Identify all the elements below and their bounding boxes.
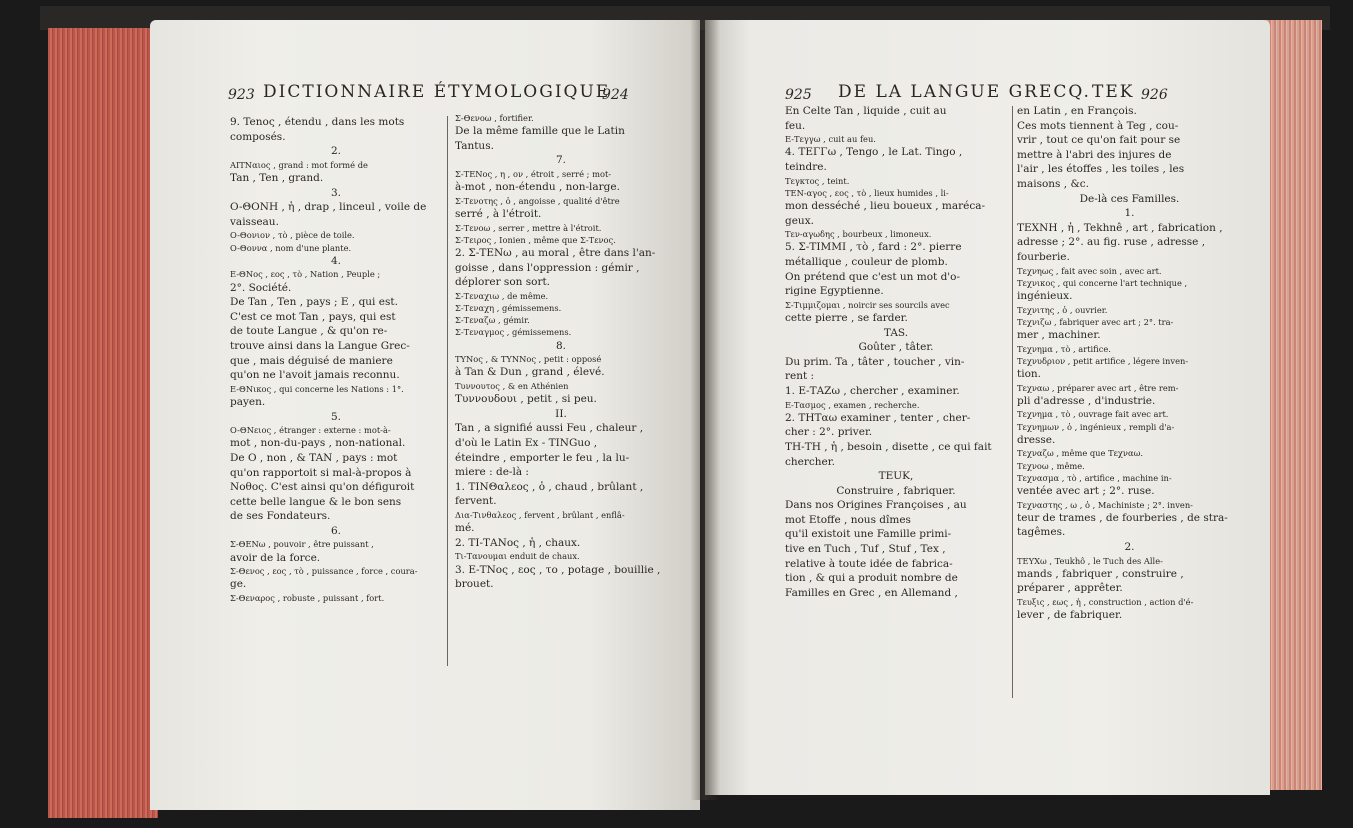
- text-line: E-ΘΝικος , qui concerne les Nations : 1°.: [230, 383, 404, 394]
- text-line: Familles en Grec , en Allemand ,: [785, 586, 958, 599]
- right-column-2: [1017, 104, 1242, 623]
- text-line: chercher.: [785, 455, 835, 468]
- text-line: Τεχνιζω , fabriquer avec art ; 2°. tra-: [1017, 316, 1174, 327]
- text-line: 5. Σ-ΤΙΜΜΙ , τὸ , fard : 2°. pierre: [785, 241, 962, 254]
- text-line: éteindre , emporter le feu , la lu-: [455, 451, 630, 464]
- text-line: Construire , fabriquer.: [836, 484, 956, 497]
- text-line: Τευξις , εως , ἡ , construction , action d'é-: [1017, 596, 1194, 607]
- text-line: serré , à l'étroit.: [455, 207, 542, 220]
- text-line: De O , non , & TAN , pays : mot: [230, 451, 398, 464]
- text-line: composés.: [230, 130, 286, 143]
- text-line: Τεχνημων , ὁ , ingénieux , rempli d'a-: [1017, 421, 1175, 432]
- text-line: 6.: [330, 524, 342, 537]
- text-line: lever , de fabriquer.: [1017, 609, 1123, 622]
- text-line: TAS.: [883, 326, 909, 339]
- text-line: Tan , Ten , grand.: [230, 171, 324, 184]
- text-line: De la même famille que le Latin: [455, 125, 625, 138]
- text-line: Τεχνοω , même.: [1017, 460, 1085, 471]
- left-column-2: [455, 112, 667, 592]
- text-line: tive en Tuch , Tuf , Stuf , Tex ,: [785, 543, 946, 556]
- text-line: 2.: [1124, 540, 1135, 553]
- text-line: Ε-Τασμος , examen , recherche.: [785, 399, 920, 410]
- text-line: rent :: [785, 370, 815, 383]
- text-line: Τεγκτος , teint.: [785, 175, 850, 186]
- text-line: On prétend que c'est un mot d'o-: [785, 270, 961, 283]
- text-line: adresse ; 2°. au fig. ruse , adresse ,: [1017, 236, 1206, 249]
- page-edges-left: [48, 28, 158, 818]
- text-line: teur de trames , de fourberies , de stra-: [1017, 511, 1228, 524]
- text-line: 7.: [555, 154, 567, 167]
- text-line: Τυννουδουι , petit , si peu.: [455, 393, 597, 406]
- text-line: C'est ce mot Tan , pays, qui est: [230, 310, 396, 323]
- text-line: De-là ces Familles.: [1079, 192, 1180, 205]
- text-line: O-Θοννα , nom d'une plante.: [230, 242, 352, 253]
- text-line: II.: [555, 407, 567, 420]
- text-line: 4. ΤΕΓΓω , Tengo , le Lat. Tingo ,: [785, 146, 963, 159]
- text-line: fourberie.: [1017, 250, 1070, 263]
- text-line: Τεχνικος , qui concerne l'art technique ,: [1017, 277, 1188, 288]
- text-line: de ses Fondateurs.: [230, 510, 331, 523]
- text-line: 1. Ε-ΤΑΖω , chercher , examiner.: [785, 384, 960, 397]
- text-line: Τεχνηως , fait avec soin , avec art.: [1017, 265, 1162, 276]
- text-line: teindre.: [785, 160, 827, 173]
- text-line: métallique , couleur de plomb.: [785, 255, 948, 268]
- text-line: Tantus.: [455, 139, 494, 152]
- text-line: Σ-ΤΕΝος , η , ον , étroit , serré ; mot-: [455, 168, 612, 179]
- text-line: qu'on rapportoit si mal-à-propos à: [230, 466, 412, 479]
- text-line: l'air , les étoffes , les toiles , les: [1017, 163, 1185, 176]
- text-line: tagêmes.: [1017, 526, 1066, 539]
- text-line: ge.: [230, 578, 247, 591]
- text-line: Du prim. Ta , tâter , toucher , vin-: [785, 355, 965, 368]
- text-line: E-ΘΝος , εος , τὸ , Nation , Peuple ;: [230, 269, 381, 280]
- text-line: fervent.: [455, 495, 497, 508]
- text-line: 2°. Société.: [230, 281, 292, 294]
- column-rule: [447, 116, 448, 666]
- right-page-header-tag: TEK: [1092, 82, 1135, 102]
- right-page-header: DE LA LANGUE GRECQ.: [838, 82, 1091, 102]
- right-column-1: [785, 104, 1007, 600]
- text-line: Τεχναω , préparer avec art , être rem-: [1017, 382, 1179, 393]
- text-line: Σ-Θεναρος , robuste , puissant , fort.: [230, 593, 385, 604]
- text-line: O-ΘΟΝΗ , ἡ , drap , linceul , voile de: [230, 201, 427, 214]
- right-page: [705, 20, 1270, 795]
- text-line: Τεχνασμα , τὸ , artifice , machine in-: [1017, 472, 1172, 483]
- text-line: avoir de la force.: [230, 551, 321, 564]
- text-line: Τυννουτος , & en Athénien: [455, 380, 569, 391]
- text-line: mot Etoffe , nous dîmes: [785, 513, 911, 526]
- text-line: déplorer son sort.: [455, 276, 551, 289]
- text-line: mettre à l'abri des injures de: [1017, 148, 1172, 161]
- text-line: Τεχναστης , ω , ὁ , Machiniste ; 2°. inven-: [1017, 499, 1193, 510]
- text-line: 1. ΤΙΝΘαλεος , ὁ , chaud , brûlant ,: [455, 480, 644, 493]
- text-line: Σ-Τεναζω , gémir.: [455, 315, 530, 326]
- text-line: Σ-Τειρος , Ionien , même que Σ-Τενος.: [455, 234, 616, 245]
- text-line: d'où le Latin Ex - TINGuo ,: [455, 436, 598, 449]
- text-line: Τεχνημα , τὸ , artifice.: [1017, 343, 1111, 354]
- text-line: 2. ΤΙ-ΤΑΝος , ἡ , chaux.: [455, 536, 581, 549]
- text-line: en Latin , en François.: [1017, 105, 1137, 117]
- text-line: TEUK,: [878, 470, 914, 483]
- text-line: ingénieux.: [1017, 289, 1073, 302]
- text-line: mot , non-du-pays , non-national.: [230, 437, 406, 450]
- left-page-number-2: 924: [602, 87, 629, 103]
- right-page-number-2: 926: [1141, 87, 1168, 103]
- page-edges-right: [1262, 20, 1322, 790]
- text-line: tion.: [1017, 367, 1041, 380]
- text-line: 3.: [330, 186, 342, 199]
- text-line: rigine Egyptienne.: [785, 285, 884, 298]
- text-line: goisse , dans l'oppression : gémir ,: [455, 261, 640, 274]
- text-line: En Celte Tan , liquide , cuit au: [785, 105, 947, 117]
- left-page: [150, 20, 700, 810]
- text-line: 2.: [330, 145, 342, 158]
- text-line: Tan , a signifié aussi Feu , chaleur ,: [455, 422, 644, 435]
- text-line: payen.: [230, 395, 266, 408]
- text-line: miere : de-là :: [455, 466, 529, 479]
- text-line: Νοθος. C'est ainsi qu'on défiguroit: [230, 481, 415, 494]
- text-line: Goûter , tâter.: [858, 341, 934, 354]
- text-line: Τεχνιτης , ὁ , ouvrier.: [1017, 304, 1108, 315]
- text-line: De Tan , Ten , pays ; E , qui est.: [230, 296, 398, 309]
- text-line: Σ-Τενοτης , ὁ , angoisse , qualité d'être: [455, 195, 620, 206]
- text-line: O-Θονιον , τὸ , pièce de toile.: [230, 230, 355, 241]
- text-line: 8.: [555, 339, 567, 352]
- text-line: brouet.: [455, 578, 494, 591]
- text-line: ΤΕΝ-αγος , εος , τὸ , lieux humides , li-: [785, 187, 949, 198]
- text-line: O-ΘΝειος , étranger : externe : mot-à-: [230, 425, 391, 436]
- text-line: feu.: [785, 119, 806, 132]
- text-line: AΙΤΝαιος , grand : mot formé de: [230, 159, 368, 170]
- text-line: Σ-Θενος , εος , τὸ , puissance , force , coura-: [230, 566, 418, 577]
- text-line: Σ-Τιμμιζομαι , noircir ses sourcils avec: [785, 299, 950, 310]
- text-line: 5.: [330, 410, 342, 423]
- text-line: Σ-ΘΕΝω , pouvoir , être puissant ,: [230, 539, 374, 550]
- text-line: geux.: [785, 214, 814, 227]
- text-line: ΤΥΝος , & ΤΥΝΝος , petit : opposé: [455, 354, 602, 365]
- text-line: ΤΕΥΧω , Teukhô , le Tuch des Alle-: [1017, 555, 1163, 566]
- text-line: 2. ΤΗΤαω examiner , tenter , cher-: [785, 411, 971, 424]
- text-line: 1.: [1124, 207, 1135, 220]
- text-line: Σ-Τεναχη , gémissemens.: [455, 302, 562, 313]
- text-line: 3. Ε-ΤΝος , εος , το , potage , bouillie ,: [455, 563, 661, 576]
- text-line: Σ-Τεναχιω , de même.: [455, 290, 549, 301]
- text-line: 4.: [330, 254, 342, 267]
- text-line: Dans nos Origines Françoises , au: [785, 499, 967, 512]
- text-line: cette belle langue & le bon sens: [230, 495, 402, 508]
- text-line: Τεχνημα , τὸ , ouvrage fait avec art.: [1017, 409, 1169, 420]
- left-page-number-1: 923: [228, 87, 255, 103]
- text-line: Σ-Τενοω , serrer , mettre à l'étroit.: [455, 222, 602, 233]
- text-line: tion , & qui a produit nombre de: [785, 572, 958, 585]
- text-line: Τεχναζω , même que Τεχναω.: [1017, 448, 1143, 459]
- text-line: Τι-Τανουμαι enduit de chaux.: [455, 551, 580, 562]
- text-line: à-mot , non-étendu , non-large.: [455, 181, 620, 194]
- text-line: à Tan & Dun , grand , élevé.: [455, 366, 605, 379]
- right-page-number-1: 925: [785, 87, 812, 103]
- text-line: dresse.: [1017, 433, 1056, 446]
- text-line: E-Τεγγω , cuit au feu.: [785, 134, 876, 145]
- text-line: Δια-Τινθαλεος , fervent , brûlant , enflâ-: [455, 509, 625, 520]
- text-line: qu'on ne l'avoit jamais reconnu.: [230, 369, 400, 382]
- text-line: maisons , &c.: [1017, 177, 1090, 190]
- column-rule: [1012, 106, 1013, 698]
- text-line: cher : 2°. priver.: [785, 426, 873, 439]
- text-line: que , mais déguisé de maniere: [230, 354, 393, 367]
- text-line: vrir , tout ce qu'on fait pour se: [1017, 134, 1181, 147]
- text-line: cette pierre , se farder.: [785, 311, 908, 324]
- text-line: mon desséché , lieu boueux , maréca-: [785, 199, 986, 212]
- text-line: pli d'adresse , d'industrie.: [1017, 394, 1156, 407]
- book-gutter: [690, 20, 720, 800]
- text-line: 2. Σ-ΤΕΝω , au moral , être dans l'an-: [455, 246, 656, 259]
- text-line: mer , machiner.: [1017, 328, 1101, 341]
- text-line: vaisseau.: [230, 215, 279, 228]
- text-line: ΤΗ-ΤΗ , ἡ , besoin , disette , ce qui fait: [785, 440, 992, 453]
- text-line: de toute Langue , & qu'on re-: [230, 325, 388, 338]
- text-line: qu'il existoit une Famille primi-: [785, 528, 952, 541]
- text-line: Σ-Τεναγμος , gémissemens.: [455, 327, 572, 338]
- text-line: Τεχνυδριον , petit artifice , légere inven-: [1017, 355, 1189, 366]
- left-column-1: [230, 115, 442, 604]
- text-line: mands , fabriquer , construire ,: [1017, 567, 1184, 580]
- text-line: Σ-Θενοω , fortifier.: [455, 113, 534, 123]
- text-line: mé.: [455, 522, 475, 535]
- text-line: 9. Tenος , étendu , dans les mots: [230, 116, 405, 128]
- text-line: relative à toute idée de fabrica-: [785, 557, 953, 570]
- text-line: Ces mots tiennent à Teg , cou-: [1017, 119, 1179, 132]
- text-line: ventée avec art ; 2°. ruse.: [1017, 484, 1155, 497]
- text-line: préparer , apprêter.: [1017, 582, 1123, 595]
- text-line: Τεν-αγωδης , bourbeux , limoneux.: [785, 229, 932, 240]
- text-line: ΤΕΧΝΗ , ἡ , Tekhnê , art , fabrication ,: [1017, 221, 1223, 234]
- text-line: trouve ainsi dans la Langue Grec-: [230, 339, 410, 352]
- left-page-header: DICTIONNAIRE ÉTYMOLOGIQUE: [263, 82, 611, 102]
